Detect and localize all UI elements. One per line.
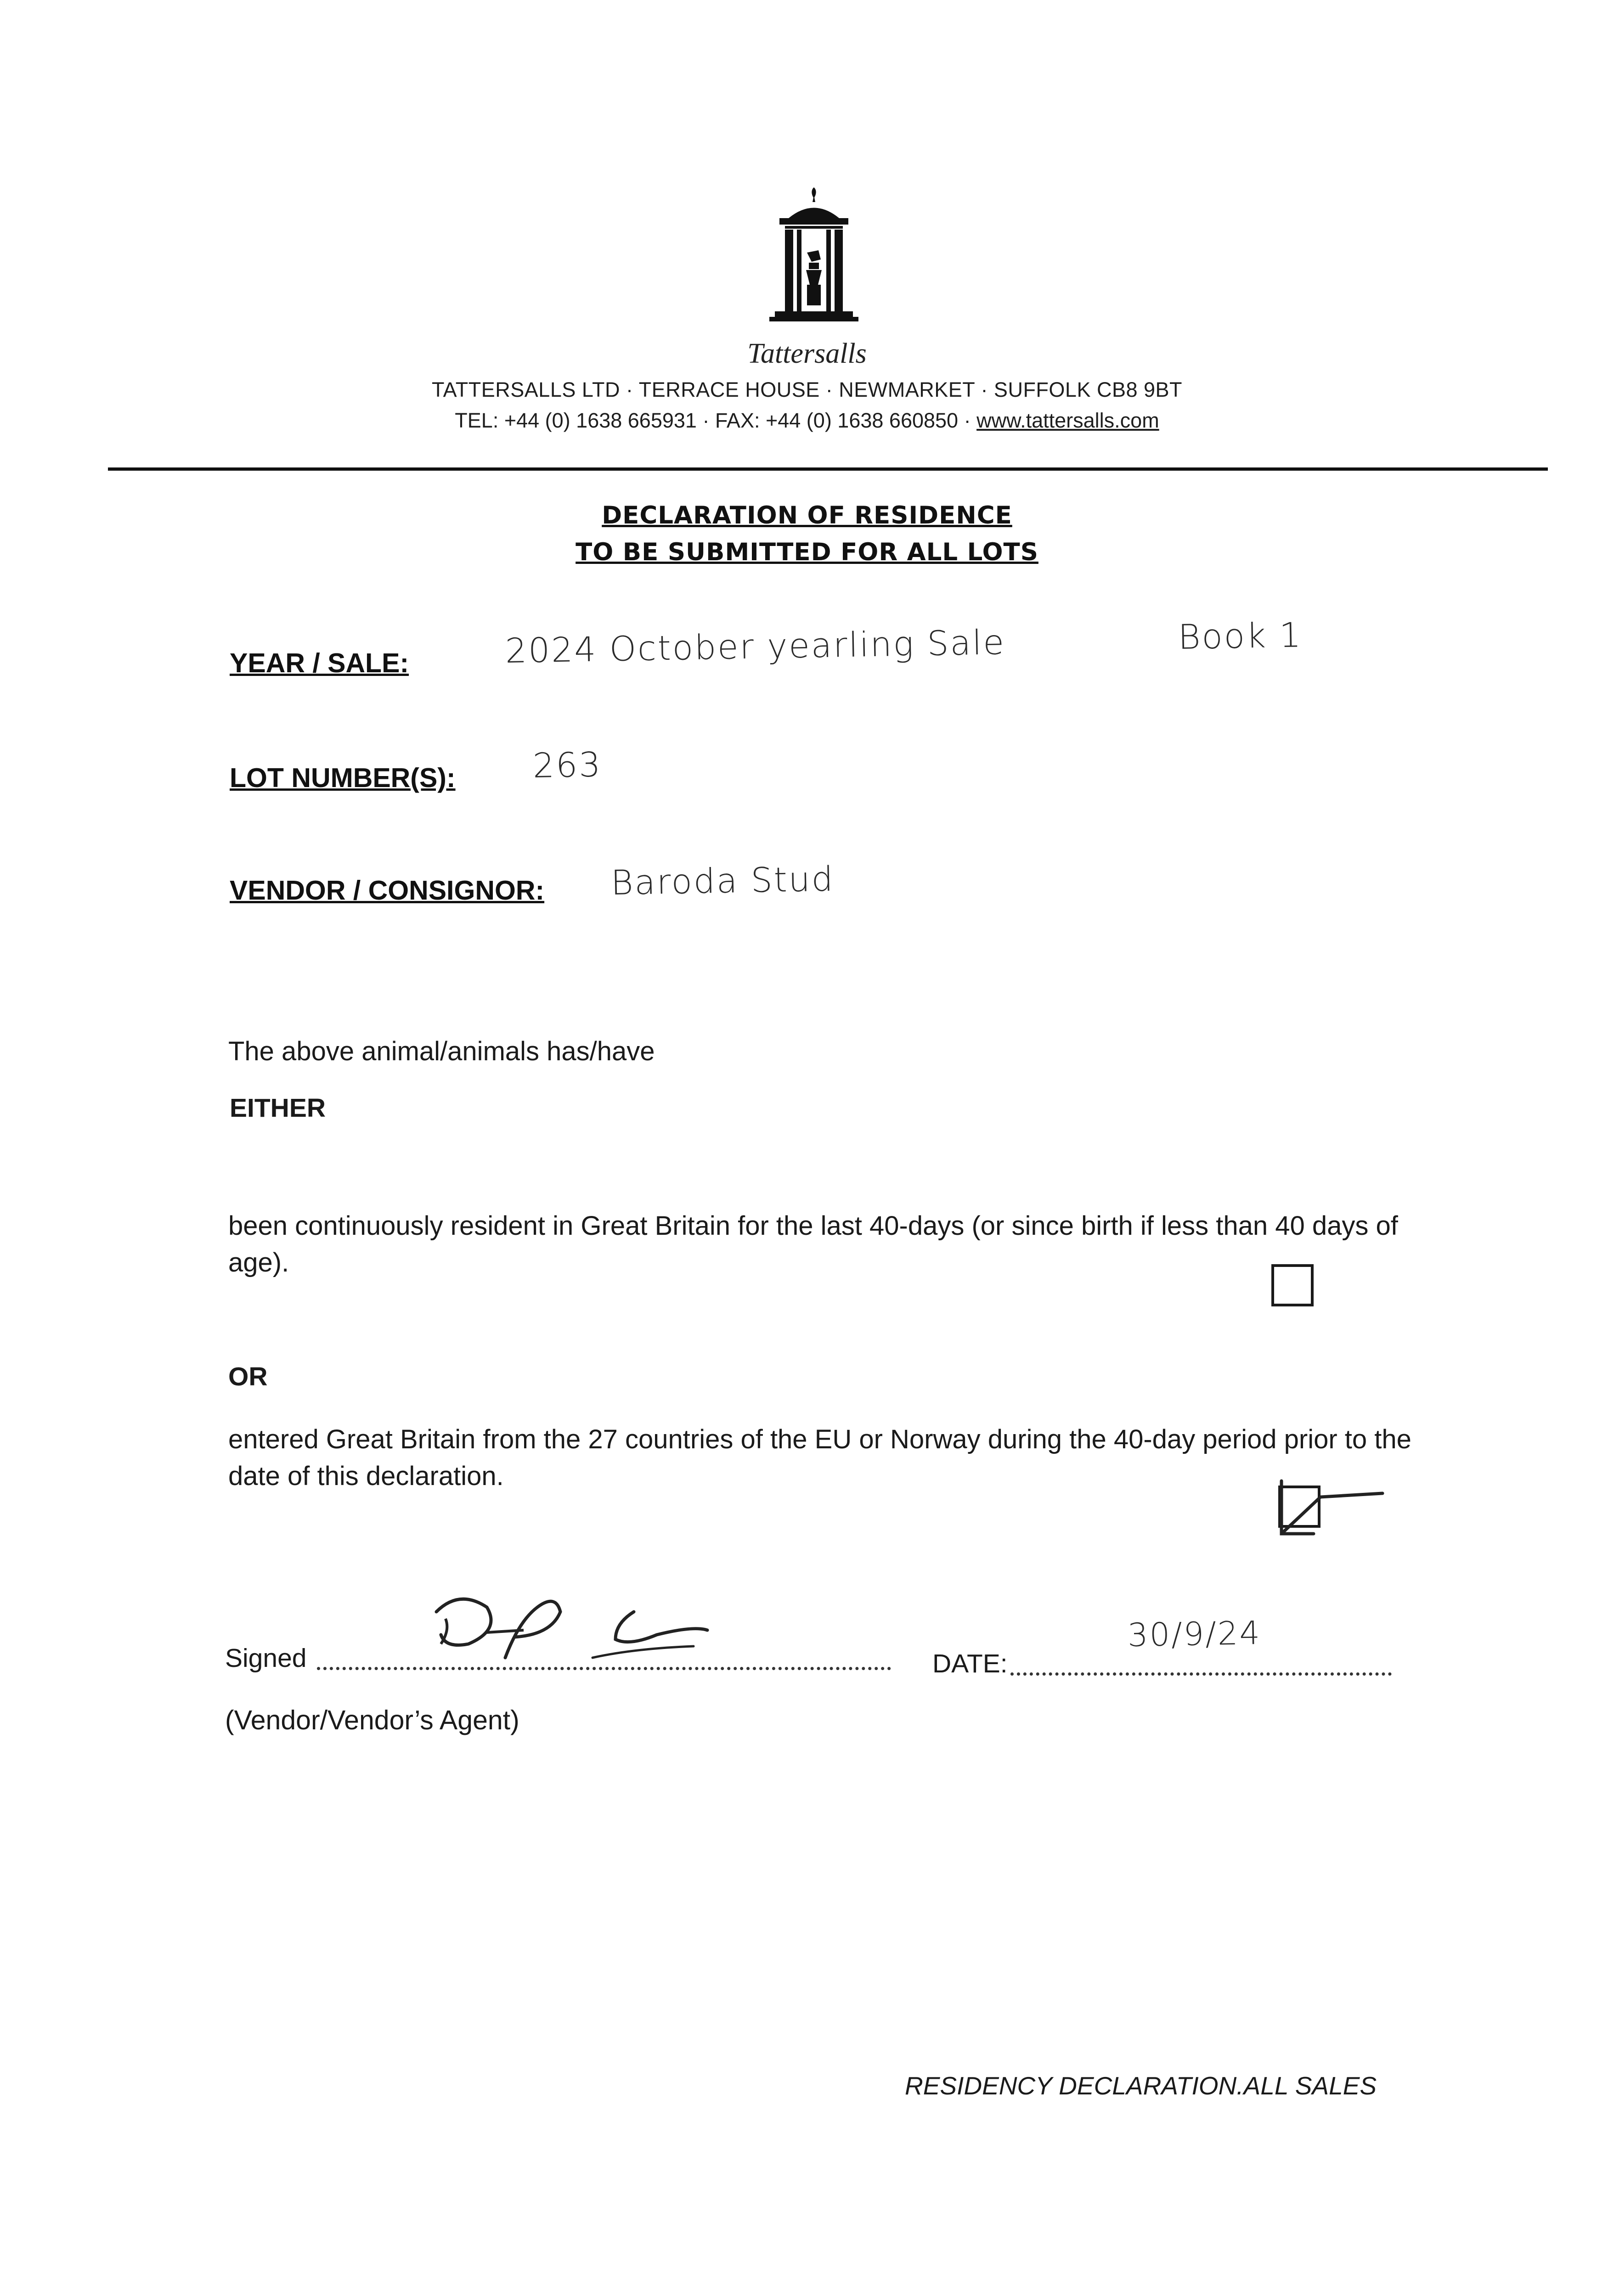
signature-icon bbox=[418, 1580, 712, 1667]
lot-number-label: LOT NUMBER(S): bbox=[230, 763, 456, 793]
checkmark-icon bbox=[1277, 1469, 1387, 1543]
footer-reference: RESIDENCY DECLARATION.ALL SALES bbox=[905, 2071, 1377, 2100]
website-link[interactable]: www.tattersalls.com bbox=[976, 409, 1159, 432]
vendor-consignor-label: VENDOR / CONSIGNOR: bbox=[230, 875, 545, 906]
brand-name: Tattersalls bbox=[747, 338, 867, 369]
header-divider bbox=[108, 467, 1548, 471]
company-address: TATTERSALLS LTD · TERRACE HOUSE · NEWMARKET · SUFFOLK CB8 9BT bbox=[431, 378, 1183, 401]
signed-label: Signed bbox=[225, 1643, 307, 1673]
vendor-consignor-value: Baroda Stud bbox=[610, 859, 835, 903]
tattersalls-logo-icon bbox=[761, 184, 867, 340]
company-contact bbox=[302, 409, 1312, 433]
option-resident-text: been continuously resident in Great Britain for the last 40-days (or since birth if less than 40 days of age). bbox=[228, 1211, 1398, 1277]
lot-number-value: 263 bbox=[532, 745, 602, 786]
document-title: DECLARATION OF RESIDENCE bbox=[602, 501, 1012, 529]
or-heading: OR bbox=[228, 1362, 268, 1391]
contact-numbers: TEL: +44 (0) 1638 665931 · FAX: +44 (0) 1638 660850 · bbox=[455, 409, 977, 432]
book-value: Book 1 bbox=[1178, 615, 1303, 657]
date-value: 30/9/24 bbox=[1127, 1614, 1262, 1654]
intro-text: The above animal/animals has/have bbox=[228, 1036, 655, 1066]
year-sale-label: YEAR / SALE: bbox=[230, 648, 409, 678]
either-heading: EITHER bbox=[230, 1093, 326, 1123]
option-entered-text: entered Great Britain from the 27 countries of the EU or Norway during the 40-day period prior to the date of this declaration. bbox=[228, 1424, 1411, 1491]
vendor-agent-label: (Vendor/Vendor’s Agent) bbox=[225, 1705, 519, 1735]
option-resident-checkbox[interactable] bbox=[1271, 1264, 1314, 1306]
date-label: DATE: bbox=[932, 1649, 1008, 1678]
document-subtitle: TO BE SUBMITTED FOR ALL LOTS bbox=[576, 538, 1038, 566]
year-sale-value: 2024 October yearling Sale bbox=[505, 623, 1006, 671]
